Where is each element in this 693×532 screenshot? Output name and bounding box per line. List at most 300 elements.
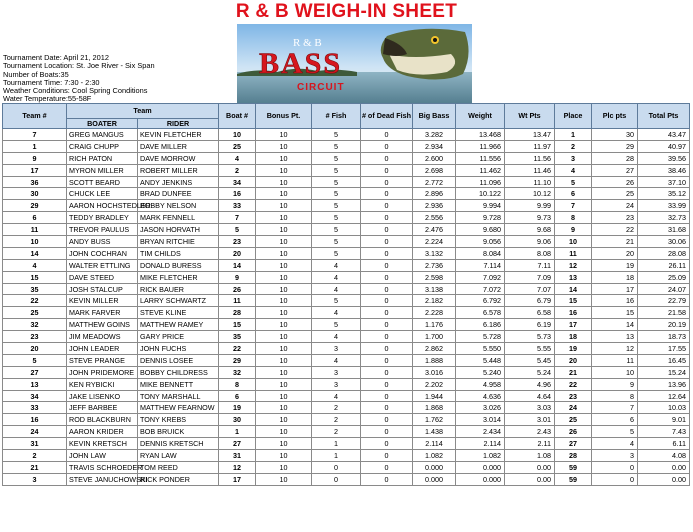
cell-boat-number: 15 [219,319,256,331]
cell-weight: 1.082 [456,450,505,462]
cell-weight-points: 6.58 [505,307,555,319]
cell-boat-number: 1 [219,426,256,438]
cell-weight-points: 5.45 [505,354,555,366]
cell-dead-fish: 0 [361,366,413,378]
cell-place-points: 28 [592,152,638,164]
cell-big-bass: 2.202 [413,378,456,390]
cell-place-points: 30 [592,129,638,141]
cell-weight: 10.122 [456,188,505,200]
table-row [3,390,690,402]
cell-bonus-points: 10 [256,212,312,224]
cell-rider: DENNIS KRETSCH [138,438,219,450]
cell-bonus-points: 10 [256,164,312,176]
cell-total-points: 35.12 [638,188,690,200]
cell-big-bass: 1.888 [413,354,456,366]
cell-weight-points: 11.97 [505,140,555,152]
cell-boater: JEFF BARBEE [67,402,138,414]
table-row [3,461,690,473]
cell-place-points: 18 [592,271,638,283]
cell-place: 28 [555,450,592,462]
col-total-points: Total Pts [638,104,690,129]
cell-bonus-points: 10 [256,176,312,188]
cell-weight-points: 8.08 [505,247,555,259]
cell-fish-count: 5 [312,176,361,188]
cell-place: 26 [555,426,592,438]
cell-place: 14 [555,283,592,295]
cell-rider: LARRY SCHWARTZ [138,295,219,307]
cell-bonus-points: 10 [256,319,312,331]
cell-big-bass: 0.000 [413,461,456,473]
cell-place-points: 20 [592,247,638,259]
cell-place-points: 14 [592,319,638,331]
cell-total-points: 25.09 [638,271,690,283]
cell-rider: MIKE BENNETT [138,378,219,390]
cell-rider: KEVIN FLETCHER [138,129,219,141]
cell-total-points: 30.06 [638,236,690,248]
cell-weight: 6.792 [456,295,505,307]
cell-place: 5 [555,176,592,188]
cell-team-number: 1 [3,140,67,152]
cell-weight-points: 9.73 [505,212,555,224]
cell-total-points: 13.96 [638,378,690,390]
cell-dead-fish: 0 [361,307,413,319]
cell-place: 25 [555,414,592,426]
cell-place: 16 [555,307,592,319]
cell-place-points: 5 [592,426,638,438]
cell-fish-count: 2 [312,402,361,414]
cell-boater: JIM MEADOWS [67,331,138,343]
cell-dead-fish: 0 [361,188,413,200]
table-row [3,331,690,343]
weather-conditions: Weather Conditions: Cool Spring Conditions [3,86,148,96]
cell-boater: ROD BLACKBURN [67,414,138,426]
cell-fish-count: 4 [312,283,361,295]
col-boat-number: Boat # [219,104,256,129]
number-of-boats: Number of Boats:35 [3,69,69,79]
cell-boat-number: 31 [219,450,256,462]
cell-fish-count: 0 [312,473,361,485]
cell-boat-number: 8 [219,378,256,390]
cell-fish-count: 5 [312,200,361,212]
cell-fish-count: 4 [312,354,361,366]
cell-team-number: 21 [3,461,67,473]
cell-boat-number: 30 [219,414,256,426]
cell-fish-count: 5 [312,129,361,141]
cell-boater: ANDY BUSS [67,236,138,248]
cell-total-points: 12.64 [638,390,690,402]
col-place: Place [555,104,592,129]
cell-weight: 13.468 [456,129,505,141]
col-place-points: Plc pts [592,104,638,129]
cell-big-bass: 1.762 [413,414,456,426]
table-row [3,473,690,485]
cell-boat-number: 9 [219,271,256,283]
cell-fish-count: 3 [312,378,361,390]
cell-place-points: 12 [592,343,638,355]
cell-rider: TONY MARSHALL [138,390,219,402]
cell-team-number: 32 [3,319,67,331]
cell-rider: ANDY JENKINS [138,176,219,188]
cell-boat-number: 10 [219,129,256,141]
cell-dead-fish: 0 [361,343,413,355]
table-row [3,450,690,462]
logo-image [237,24,472,103]
cell-fish-count: 5 [312,212,361,224]
cell-dead-fish: 0 [361,331,413,343]
cell-rider: BOBBY NELSON [138,200,219,212]
cell-boater: MARK FARVER [67,307,138,319]
cell-team-number: 5 [3,354,67,366]
cell-dead-fish: 0 [361,164,413,176]
logo-main-text: BASS [259,47,343,80]
table-row [3,224,690,236]
cell-team-number: 27 [3,366,67,378]
cell-place: 18 [555,331,592,343]
cell-fish-count: 5 [312,295,361,307]
cell-weight: 2.114 [456,438,505,450]
cell-dead-fish: 0 [361,152,413,164]
cell-big-bass: 1.944 [413,390,456,402]
cell-boat-number: 33 [219,200,256,212]
cell-team-number: 29 [3,200,67,212]
cell-place: 8 [555,212,592,224]
cell-team-number: 6 [3,212,67,224]
cell-total-points: 21.58 [638,307,690,319]
cell-rider: TONY KREBS [138,414,219,426]
cell-big-bass: 2.934 [413,140,456,152]
cell-bonus-points: 10 [256,129,312,141]
cell-weight: 5.448 [456,354,505,366]
cell-team-number: 16 [3,414,67,426]
cell-weight: 2.434 [456,426,505,438]
col-rider: RIDER [138,119,219,129]
cell-boat-number: 23 [219,236,256,248]
cell-big-bass: 1.176 [413,319,456,331]
cell-boater: MATTHEW GOINS [67,319,138,331]
cell-rider: GARY PRICE [138,331,219,343]
cell-rider: MATTHEW RAMEY [138,319,219,331]
cell-place-points: 25 [592,188,638,200]
cell-big-bass: 2.936 [413,200,456,212]
cell-boater: AARON HOCHSTEDLER [67,200,138,212]
cell-rider: BOB BRUICK [138,426,219,438]
cell-bonus-points: 10 [256,236,312,248]
table-row [3,295,690,307]
table-row [3,212,690,224]
table-row [3,283,690,295]
cell-big-bass: 3.138 [413,283,456,295]
cell-rider: DAVE MILLER [138,140,219,152]
cell-boater: KEVIN MILLER [67,295,138,307]
cell-place: 24 [555,402,592,414]
cell-bonus-points: 10 [256,414,312,426]
cell-weight: 7.092 [456,271,505,283]
cell-boater: STEVE JANUCHOWSKI [67,473,138,485]
cell-bonus-points: 10 [256,402,312,414]
cell-rider: DONALD BURESS [138,259,219,271]
cell-weight: 6.186 [456,319,505,331]
cell-boat-number: 35 [219,331,256,343]
logo-top-text: R & B [293,37,322,49]
cell-team-number: 23 [3,331,67,343]
cell-rider: JASON HORVATH [138,224,219,236]
cell-bonus-points: 10 [256,354,312,366]
cell-team-number: 34 [3,390,67,402]
cell-bonus-points: 10 [256,450,312,462]
tournament-time: Tournament Time: 7:30 - 2:30 [3,77,100,87]
cell-big-bass: 3.132 [413,247,456,259]
cell-boater: JOHN COCHRAN [67,247,138,259]
cell-bonus-points: 10 [256,224,312,236]
water-temperature: Water Temperature:55-58F [3,94,92,104]
cell-place: 15 [555,295,592,307]
cell-weight: 9.680 [456,224,505,236]
cell-total-points: 0.00 [638,473,690,485]
col-bonus-points: Bonus Pt. [256,104,312,129]
cell-fish-count: 5 [312,140,361,152]
cell-dead-fish: 0 [361,402,413,414]
cell-place: 3 [555,152,592,164]
cell-bonus-points: 10 [256,438,312,450]
cell-weight: 11.462 [456,164,505,176]
rb-bass-circuit-logo [237,24,472,103]
cell-big-bass: 0.000 [413,473,456,485]
cell-weight-points: 3.01 [505,414,555,426]
table-row [3,200,690,212]
cell-boater: SCOTT BEARD [67,176,138,188]
cell-team-number: 31 [3,438,67,450]
cell-total-points: 31.68 [638,224,690,236]
cell-bonus-points: 10 [256,473,312,485]
cell-big-bass: 1.868 [413,402,456,414]
cell-team-number: 36 [3,176,67,188]
cell-team-number: 15 [3,271,67,283]
cell-place: 23 [555,390,592,402]
cell-rider: TIM CHILDS [138,247,219,259]
cell-weight-points: 4.64 [505,390,555,402]
cell-dead-fish: 0 [361,200,413,212]
cell-bonus-points: 10 [256,283,312,295]
cell-rider: BRYAN RITCHIE [138,236,219,248]
cell-team-number: 2 [3,450,67,462]
cell-weight-points: 5.55 [505,343,555,355]
cell-rider: TOM REED [138,461,219,473]
cell-bonus-points: 10 [256,140,312,152]
cell-weight: 8.084 [456,247,505,259]
cell-boater: AARON KRIDER [67,426,138,438]
cell-weight: 4.636 [456,390,505,402]
cell-total-points: 40.97 [638,140,690,152]
cell-fish-count: 1 [312,450,361,462]
cell-fish-count: 4 [312,390,361,402]
cell-dead-fish: 0 [361,295,413,307]
cell-weight: 5.550 [456,343,505,355]
cell-place: 59 [555,461,592,473]
cell-total-points: 33.99 [638,200,690,212]
cell-weight: 0.000 [456,473,505,485]
cell-total-points: 28.08 [638,247,690,259]
cell-weight-points: 9.68 [505,224,555,236]
cell-place: 19 [555,343,592,355]
cell-boat-number: 28 [219,307,256,319]
cell-fish-count: 5 [312,247,361,259]
cell-total-points: 43.47 [638,129,690,141]
cell-boat-number: 19 [219,402,256,414]
cell-big-bass: 1.082 [413,450,456,462]
cell-rider: MIKE FLETCHER [138,271,219,283]
cell-big-bass: 2.224 [413,236,456,248]
col-dead-fish: # of Dead Fish [361,104,413,129]
cell-place-points: 7 [592,402,638,414]
cell-weight-points: 13.47 [505,129,555,141]
cell-boater: JOHN LAW [67,450,138,462]
cell-total-points: 6.11 [638,438,690,450]
cell-weight-points: 1.08 [505,450,555,462]
cell-big-bass: 1.438 [413,426,456,438]
cell-place: 12 [555,259,592,271]
cell-team-number: 13 [3,378,67,390]
table-row [3,140,690,152]
cell-total-points: 38.46 [638,164,690,176]
cell-dead-fish: 0 [361,224,413,236]
cell-weight: 11.096 [456,176,505,188]
cell-dead-fish: 0 [361,426,413,438]
cell-place-points: 27 [592,164,638,176]
cell-team-number: 11 [3,224,67,236]
cell-total-points: 15.24 [638,366,690,378]
cell-total-points: 20.19 [638,319,690,331]
cell-total-points: 18.73 [638,331,690,343]
cell-bonus-points: 10 [256,188,312,200]
cell-rider: MARK FENNELL [138,212,219,224]
cell-rider: DENNIS LOSEE [138,354,219,366]
cell-boater: RICH PATON [67,152,138,164]
cell-place-points: 11 [592,354,638,366]
cell-team-number: 7 [3,129,67,141]
cell-weight-points: 2.11 [505,438,555,450]
cell-fish-count: 5 [312,224,361,236]
table-row [3,247,690,259]
cell-team-number: 20 [3,343,67,355]
cell-dead-fish: 0 [361,129,413,141]
cell-boat-number: 6 [219,390,256,402]
cell-rider: BOBBY CHILDRESS [138,366,219,378]
cell-weight: 9.056 [456,236,505,248]
cell-place: 2 [555,140,592,152]
cell-big-bass: 2.736 [413,259,456,271]
cell-boater: KEN RYBICKI [67,378,138,390]
cell-bonus-points: 10 [256,295,312,307]
table-row [3,402,690,414]
table-row [3,307,690,319]
cell-place-points: 13 [592,331,638,343]
cell-total-points: 9.01 [638,414,690,426]
cell-fish-count: 2 [312,426,361,438]
cell-bonus-points: 10 [256,259,312,271]
cell-dead-fish: 0 [361,390,413,402]
cell-boater: JOHN PRIDEMORE [67,366,138,378]
cell-dead-fish: 0 [361,354,413,366]
cell-team-number: 22 [3,295,67,307]
cell-bonus-points: 10 [256,331,312,343]
table-row [3,343,690,355]
cell-place: 10 [555,236,592,248]
cell-fish-count: 4 [312,271,361,283]
cell-weight: 11.556 [456,152,505,164]
cell-rider: BRAD DUNFEE [138,188,219,200]
cell-place: 20 [555,354,592,366]
table-row [3,426,690,438]
cell-weight-points: 2.43 [505,426,555,438]
cell-boater: WALTER ETTLING [67,259,138,271]
cell-boat-number: 25 [219,140,256,152]
cell-dead-fish: 0 [361,414,413,426]
cell-total-points: 7.43 [638,426,690,438]
cell-place-points: 22 [592,224,638,236]
cell-total-points: 26.11 [638,259,690,271]
cell-dead-fish: 0 [361,473,413,485]
cell-place-points: 29 [592,140,638,152]
cell-bonus-points: 10 [256,366,312,378]
cell-big-bass: 2.228 [413,307,456,319]
cell-dead-fish: 0 [361,140,413,152]
cell-boat-number: 12 [219,461,256,473]
cell-place-points: 10 [592,366,638,378]
cell-big-bass: 2.862 [413,343,456,355]
cell-rider: STEVE KLINE [138,307,219,319]
cell-place: 22 [555,378,592,390]
cell-weight-points: 3.03 [505,402,555,414]
cell-boat-number: 29 [219,354,256,366]
cell-rider: RICK PONDER [138,473,219,485]
cell-weight-points: 9.06 [505,236,555,248]
cell-place-points: 17 [592,283,638,295]
cell-boat-number: 20 [219,247,256,259]
cell-weight: 9.994 [456,200,505,212]
table-row [3,414,690,426]
cell-boat-number: 34 [219,176,256,188]
cell-boater: TREVOR PAULUS [67,224,138,236]
cell-rider: RYAN LAW [138,450,219,462]
cell-boater: CRAIG CHUPP [67,140,138,152]
cell-bonus-points: 10 [256,152,312,164]
cell-boat-number: 2 [219,164,256,176]
cell-total-points: 4.08 [638,450,690,462]
weigh-in-table [2,103,690,486]
cell-big-bass: 2.556 [413,212,456,224]
col-fish-count: # Fish [312,104,361,129]
cell-team-number: 4 [3,259,67,271]
table-row [3,378,690,390]
cell-fish-count: 4 [312,331,361,343]
cell-place-points: 15 [592,307,638,319]
cell-weight-points: 6.19 [505,319,555,331]
cell-bonus-points: 10 [256,200,312,212]
cell-boat-number: 7 [219,212,256,224]
cell-fish-count: 5 [312,236,361,248]
cell-team-number: 9 [3,152,67,164]
cell-place: 59 [555,473,592,485]
cell-big-bass: 2.182 [413,295,456,307]
cell-weight-points: 10.12 [505,188,555,200]
table-row [3,176,690,188]
cell-weight-points: 0.00 [505,461,555,473]
cell-dead-fish: 0 [361,271,413,283]
cell-total-points: 22.79 [638,295,690,307]
cell-team-number: 35 [3,283,67,295]
cell-boater: JOSH STALCUP [67,283,138,295]
cell-team-number: 17 [3,164,67,176]
